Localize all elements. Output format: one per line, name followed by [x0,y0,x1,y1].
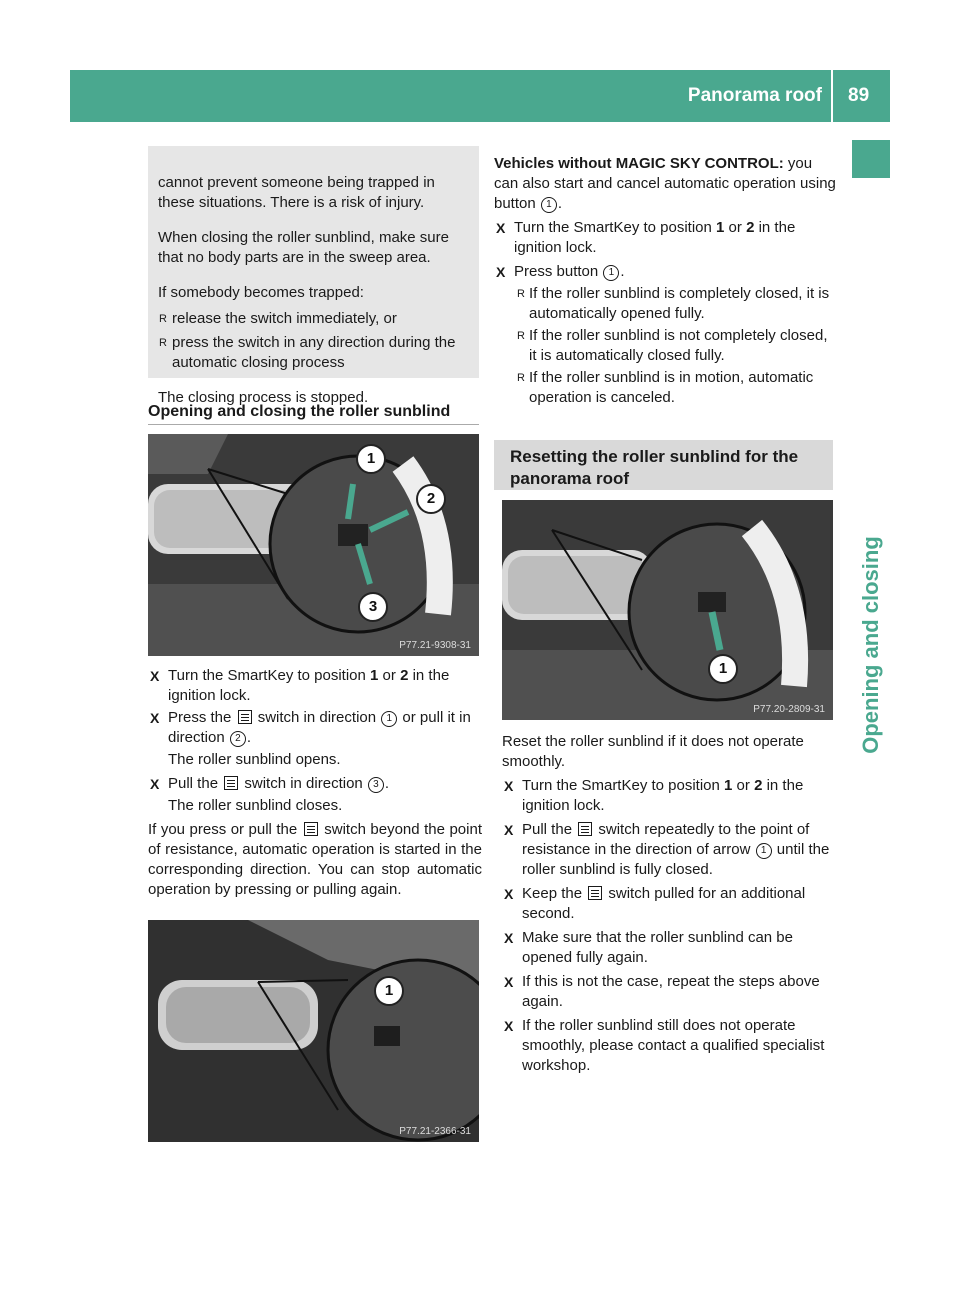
warning-text: When closing the roller sunblind, make sure that no body parts are in the sweep area. [158,229,449,266]
figure-illustration [148,434,479,656]
step-item: X Make sure that the roller sunblind can be opened fully again. [504,929,793,966]
page-title: Panorama roof [687,85,822,106]
step-item: X If this is not the case, repeat the steps above again. [504,973,820,1010]
callout-1: 1 [356,444,386,474]
callout-icon: 1 [603,265,619,281]
figure-reset-direction [502,500,833,720]
warning-box [148,146,479,406]
side-tab-marker [852,140,890,178]
side-section-label: Opening and closing [858,536,883,754]
step-item: X Turn the SmartKey to position 1 or 2 in the ignition lock. [504,777,804,814]
figure-code: P77.20-2809-31 [753,704,825,715]
step-result: The roller sunblind opens. [168,751,341,768]
callout-icon: 1 [756,843,772,859]
callout-2: 2 [416,484,446,514]
callout-icon: 1 [381,711,397,727]
step-item: X If the roller sunblind still does not operate smoothly, please contact a qualified specialist workshop. [504,1017,825,1074]
sub-bullet: R If the roller sunblind is completely closed, it is automatically opened fully. [517,285,830,322]
callout-icon: 2 [230,731,246,747]
step-item: X Turn the SmartKey to position 1 or 2 in the ignition lock. [496,219,796,256]
header-divider [831,70,833,122]
callout-3: 3 [358,592,388,622]
figure-illustration [148,920,479,1142]
body-paragraph: Reset the roller sunblind if it does not operate smoothly. [502,733,804,770]
body-paragraph: Vehicles without MAGIC SKY CONTROL: you can also start and cancel automatic operation using button 1 . [494,155,836,212]
step-item: X Turn the SmartKey to position 1 or 2 in the ignition lock. [150,667,450,704]
callout-icon: 3 [368,777,384,793]
callout-icon: 1 [541,197,557,213]
figure-code: P77.21-2366-31 [399,1126,471,1137]
step-item: X Press button 1 . [496,263,625,280]
step-result: The roller sunblind closes. [168,797,343,814]
section-heading: Opening and closing the roller sunblind [148,403,451,420]
sub-bullet: R If the roller sunblind is not completely closed, it is automatically closed fully. [517,327,828,364]
figure-switch-directions [148,434,479,656]
switch-icon [224,776,238,790]
switch-icon [588,886,602,900]
heading-rule [148,424,479,425]
page-number: 89 [848,85,870,106]
callout-1: 1 [374,976,404,1006]
step-item: X Press the switch in direction 1 or pull it in direction 2 . [150,709,471,746]
warning-text: cannot prevent someone being trapped in these situations. There is a risk of injury. [158,174,435,211]
step-item: X Pull the switch in direction 3 . [150,775,390,792]
warning-text: The closing process is stopped. [158,389,369,406]
figure-illustration [502,500,833,720]
step-item: X Pull the switch repeatedly to the point of resistance in the direction of arrow 1 until the roller sunblind is fully closed. [504,821,830,878]
body-paragraph: If you press or pull the switch beyond the point of resistance, automatic operation is started in the corresponding direction. You can stop automatic operation by pressing or pulling again. [148,821,482,898]
sub-bullet: R If the roller sunblind is in motion, automatic operation is canceled. [517,369,814,406]
figure-code: P77.21-9308-31 [399,640,471,651]
figure-button-location [148,920,479,1142]
callout-1: 1 [708,654,738,684]
switch-icon [304,822,318,836]
warning-bullet: R release the switch immediately, or [159,310,397,327]
switch-icon [578,822,592,836]
step-item: X Keep the switch pulled for an additional second. [504,885,806,922]
warning-text: If somebody becomes trapped: [158,284,364,301]
switch-icon [238,710,252,724]
warning-bullet: R press the switch in any direction during the automatic closing process [159,334,456,371]
section-heading: Resetting the roller sunblind for the panorama roof [510,447,799,488]
